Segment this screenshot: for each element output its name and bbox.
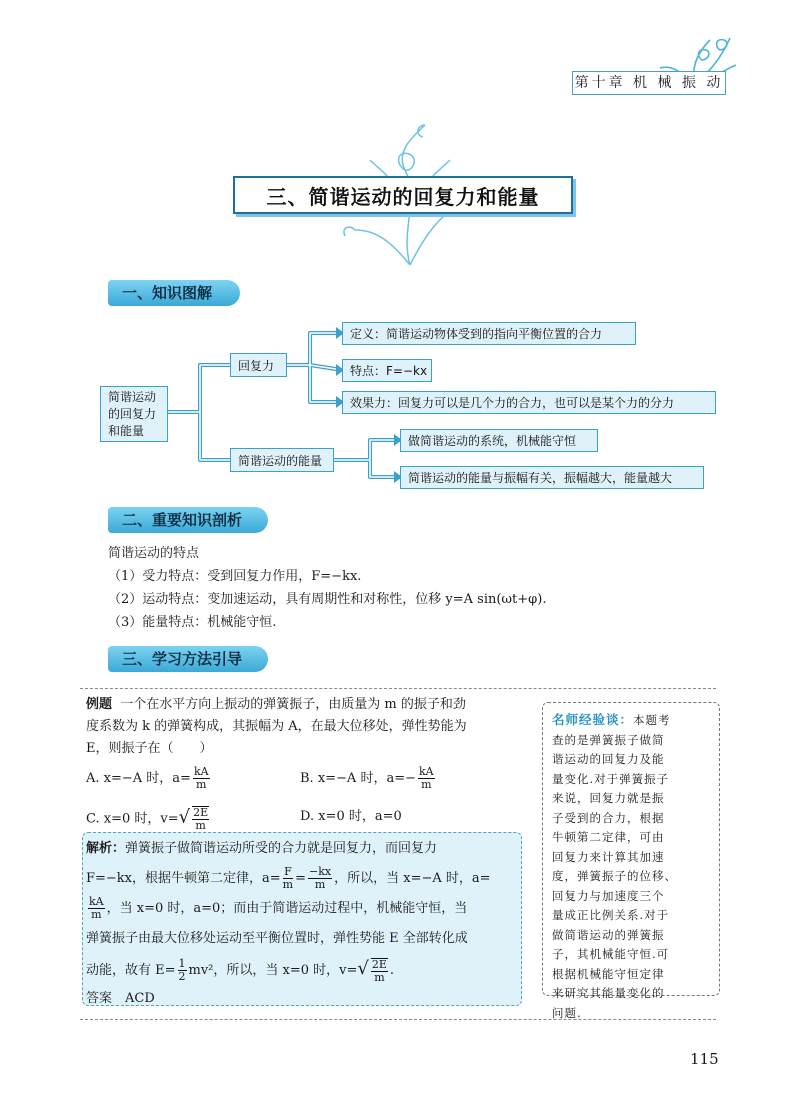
- frac-num: 2E: [193, 806, 209, 819]
- tip-line: 度，弹簧振子的位移、: [552, 869, 677, 883]
- tip-line: 子受到的合力，根据: [552, 810, 665, 825]
- root-line-2: 的回复力: [108, 406, 157, 421]
- analysis-item-3: （3）能量特点：机械能守恒.: [108, 615, 277, 630]
- sqrt-icon: √: [178, 806, 191, 828]
- solution-line-1: 弹簧振子做简谐运动所受的合力就是回复力，而回复力: [125, 841, 438, 856]
- tip-line: 回复力来计算其加速: [552, 849, 665, 864]
- frac-den: m: [282, 878, 294, 891]
- teacher-tip-label: 名师经验谈：: [552, 712, 634, 727]
- tip-line: 谐运动的回复力及能: [552, 752, 665, 766]
- frac-den: 2: [178, 970, 186, 983]
- tip-line: 来说，回复力就是振: [552, 791, 665, 805]
- chapter-header: 第十章 机 械 振 动: [572, 71, 726, 95]
- mindmap-node-restoring-force: 回复力: [230, 353, 287, 377]
- frac-num: kA: [193, 765, 209, 778]
- analysis-item-2: （2）运动特点：变加速运动，具有周期性和对称性，位移 y=A sin(ωt+φ).: [108, 592, 547, 607]
- frac-f-m: [283, 866, 293, 891]
- frac-num: F: [284, 865, 292, 878]
- example-line-3: E，则振子在（ ）: [86, 741, 213, 756]
- page-number: 115: [690, 1050, 719, 1068]
- mindmap-root-node: [100, 386, 168, 442]
- tip-line: 根据机械能守恒定律: [552, 966, 665, 981]
- tip-line: 子，其机械能守恒.可: [552, 947, 670, 961]
- frac-den: m: [196, 778, 207, 791]
- example-line-2: 度系数为 k 的弹簧构成，其振幅为 A，在最大位移处，弹性势能为: [86, 719, 467, 734]
- option-c-text: C. x=0 时，v=: [86, 811, 179, 827]
- section-heading-analysis: 二、重要知识剖析: [108, 507, 268, 533]
- option-a-fraction: [193, 766, 210, 791]
- mindmap-item-feature: 特点：F=−kx: [342, 359, 432, 382]
- tip-line: 牛顿第二定律，可由: [552, 830, 665, 844]
- frac-num: kA: [419, 765, 434, 778]
- frac-den: m: [421, 778, 432, 791]
- frac-half: [178, 958, 187, 983]
- tip-line: 问题.: [552, 1005, 582, 1020]
- tip-line: 来研究其能量变化的: [552, 986, 665, 1000]
- section-heading-knowledge-map: 一、知识图解: [108, 280, 240, 306]
- frac-ka-m: [88, 896, 105, 921]
- example-line-1: 一个在水平方向上振动的弹簧振子，由质量为 m 的振子和劲: [120, 697, 466, 712]
- analysis-intro: 简谐运动的特点: [108, 546, 200, 561]
- section-heading-method: 三、学习方法引导: [108, 646, 268, 672]
- frac-num: −kx: [309, 865, 332, 878]
- root-line-3: 和能量: [108, 423, 145, 438]
- frac-den: m: [314, 878, 326, 891]
- analysis-item-1: （1）受力特点：受到回复力作用，F=−kx.: [108, 569, 362, 584]
- equals-sign: =: [295, 871, 307, 886]
- solution-line-3: ，当 x=0 时，a=0；而由于简谐运动过程中，机械能守恒，当: [106, 901, 468, 916]
- option-c-fraction: [192, 806, 209, 832]
- frac-num: kA: [89, 895, 104, 908]
- mindmap-item-energy-amplitude: 简谐运动的能量与振幅有关，振幅越大，能量越大: [400, 466, 704, 489]
- tip-line: 量成正比例关系.对于: [552, 908, 670, 922]
- frac-2e-m: [371, 958, 388, 984]
- frac-den: m: [91, 908, 102, 921]
- solution-line-5c: .: [389, 963, 395, 978]
- teacher-tip-text: [552, 710, 712, 1023]
- tip-line: 回复力与加速度三个: [552, 888, 665, 903]
- option-a: [86, 766, 212, 791]
- option-d: D. x=0 时，a=0: [300, 809, 402, 824]
- solution-line-5a: 动能，故有 E=: [86, 963, 176, 978]
- mindmap-item-definition: 定义：简谐运动物体受到的指向平衡位置的合力: [342, 322, 636, 345]
- example-question: [86, 694, 536, 760]
- mindmap-node-energy: 简谐运动的能量: [230, 448, 334, 472]
- solution-line-2a: F=−kx，根据牛顿第二定律，a=: [86, 871, 281, 886]
- example-label: 例题: [86, 697, 113, 712]
- tip-line: 查的是弹簧振子做简: [552, 732, 665, 747]
- option-b-fraction: [418, 766, 435, 791]
- solution-line-5b: mv²，所以，当 x=0 时，v=: [188, 963, 358, 978]
- solution-text: [86, 834, 518, 986]
- page-title-text: 三、简谐运动的回复力和能量: [266, 184, 540, 209]
- tip-line: 量变化.对于弹簧振子: [552, 771, 670, 786]
- solution-label: 解析：: [86, 841, 126, 856]
- tip-line: 做简谐运动的弹簧振: [552, 927, 665, 942]
- frac-den: m: [195, 819, 206, 832]
- option-b-text: B. x=−A 时，a=−: [300, 771, 416, 786]
- mindmap-item-effect: 效果力：回复力可以是几个力的合力，也可以是某个力的分力: [342, 391, 716, 414]
- option-b: [300, 766, 437, 791]
- tip-line: 本题考: [633, 713, 671, 727]
- solution-line-4: 弹簧振子由最大位移处运动至平衡位置时，弹性势能 E 全部转化成: [86, 931, 468, 946]
- answer-line: 答案 ACD: [86, 991, 155, 1006]
- frac-kx-m: [308, 866, 332, 891]
- sqrt-icon: √: [357, 958, 369, 979]
- frac-num: 2E: [371, 957, 387, 971]
- root-line-1: 简谐运动: [108, 389, 157, 404]
- frac-num: 1: [178, 957, 186, 970]
- mindmap-item-energy-conserved: 做简谐运动的系统，机械能守恒: [400, 429, 598, 452]
- frac-den: m: [374, 970, 385, 984]
- option-c: [86, 806, 211, 832]
- option-a-text: A. x=−A 时，a=: [86, 771, 191, 786]
- solution-line-2b: ，所以，当 x=−A 时，a=: [334, 871, 491, 886]
